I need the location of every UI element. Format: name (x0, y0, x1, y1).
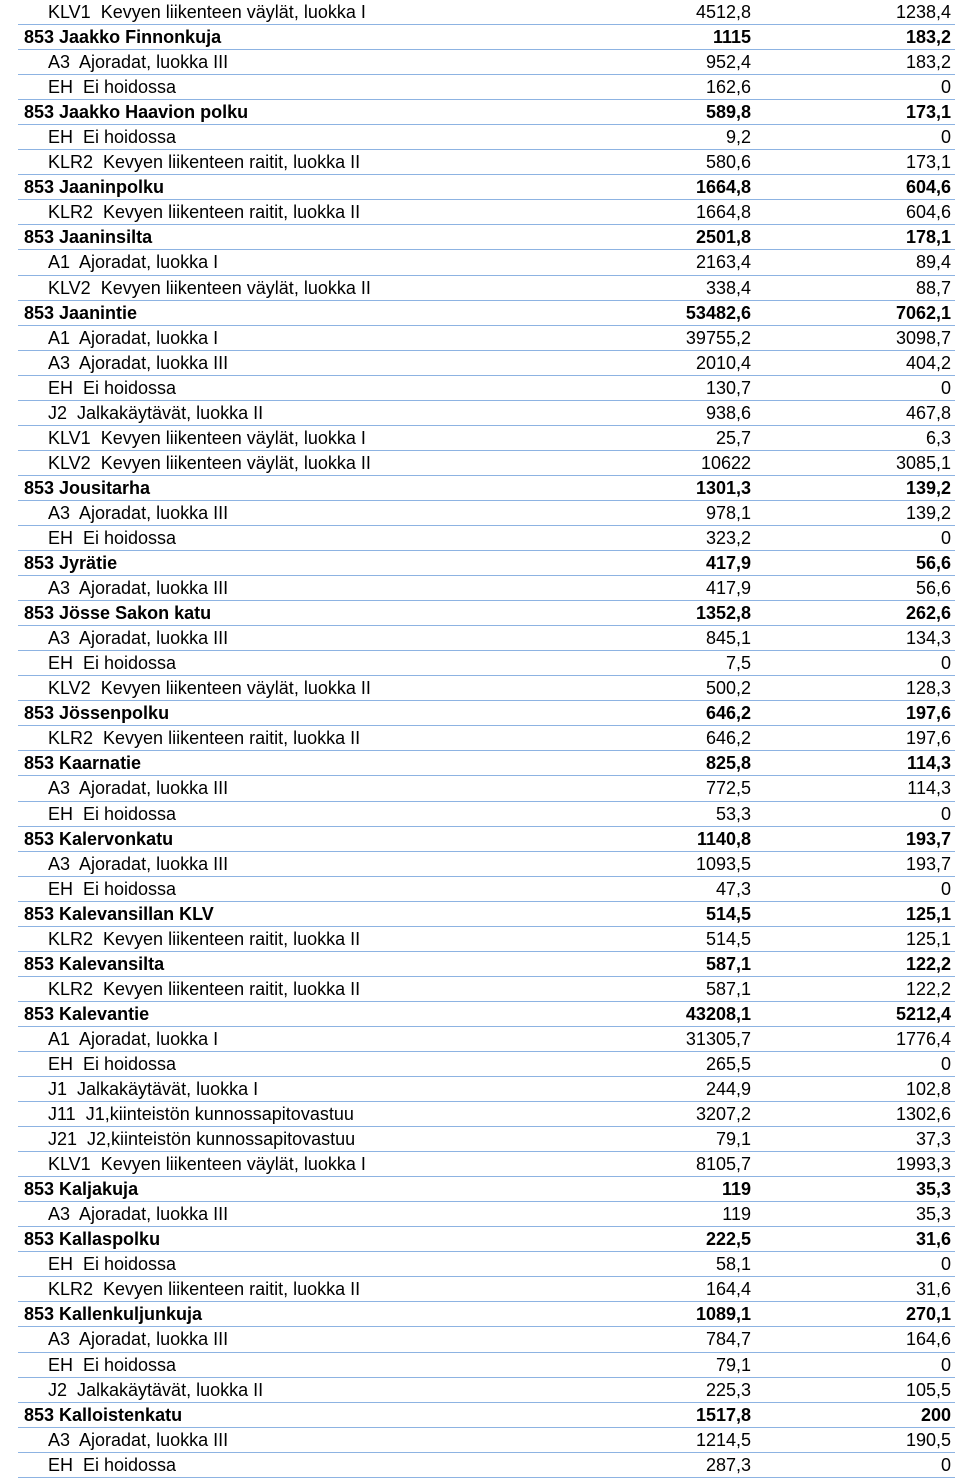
maintenance-class-row (18, 1077, 955, 1102)
secondary-value: 139,2 (905, 477, 951, 498)
area-value: 3207,2 (695, 1104, 751, 1125)
area-value: 646,2 (705, 728, 751, 749)
area-value: 1214,5 (695, 1429, 751, 1450)
secondary-value: 0 (940, 653, 951, 674)
secondary-value: 139,2 (905, 502, 951, 523)
area-value: 952,4 (705, 52, 751, 73)
maintenance-class-label: J21 J2,kiinteistön kunnossapitovastuu (48, 1129, 356, 1150)
maintenance-class-label: A3 Ajoradat, luokka III (48, 1429, 229, 1450)
area-value: 244,9 (705, 1079, 751, 1100)
maintenance-area-table (18, 0, 955, 1478)
area-value: 8105,7 (695, 1154, 751, 1175)
area-value: 417,9 (705, 578, 751, 599)
maintenance-class-row (18, 1052, 955, 1077)
secondary-value: 89,4 (915, 252, 951, 273)
secondary-value: 125,1 (905, 903, 951, 924)
area-value: 784,7 (705, 1329, 751, 1350)
maintenance-class-label: KLR2 Kevyen liikenteen raitit, luokka II (48, 728, 361, 749)
street-name: 853 Jousitarha (24, 477, 151, 498)
maintenance-class-row (18, 401, 955, 426)
secondary-value: 200 (920, 1404, 951, 1425)
area-value: 978,1 (705, 502, 751, 523)
secondary-value: 134,3 (905, 628, 951, 649)
secondary-value: 0 (940, 1053, 951, 1074)
street-group-row (18, 751, 955, 776)
area-value: 1115 (712, 27, 751, 48)
street-name: 853 Kaarnatie (24, 753, 142, 774)
secondary-value: 1238,4 (895, 2, 951, 22)
area-value: 31305,7 (685, 1028, 751, 1049)
maintenance-class-row (18, 802, 955, 827)
maintenance-class-label: KLV2 Kevyen liikenteen väylät, luokka II (48, 452, 371, 473)
maintenance-class-label: KLR2 Kevyen liikenteen raitit, luokka II (48, 1279, 361, 1300)
secondary-value: 5212,4 (895, 1003, 951, 1024)
area-value: 587,1 (705, 978, 751, 999)
area-value: 164,4 (705, 1279, 751, 1300)
maintenance-class-row (18, 927, 955, 952)
secondary-value: 197,6 (905, 728, 951, 749)
area-value: 130,7 (705, 377, 751, 398)
maintenance-class-row (18, 1152, 955, 1177)
secondary-value: 1993,3 (895, 1154, 951, 1175)
maintenance-class-label: A3 Ajoradat, luokka III (48, 52, 229, 73)
area-value: 2163,4 (695, 252, 751, 273)
maintenance-class-label: A3 Ajoradat, luokka III (48, 1204, 229, 1225)
maintenance-class-label: EH Ei hoidossa (48, 1053, 177, 1074)
area-value: 225,3 (705, 1379, 751, 1400)
maintenance-class-row (18, 576, 955, 601)
maintenance-class-row (18, 426, 955, 451)
street-group-row (18, 25, 955, 50)
street-name: 853 Jyrätie (24, 553, 118, 574)
maintenance-class-row (18, 200, 955, 225)
maintenance-class-label: KLV1 Kevyen liikenteen väylät, luokka I (48, 427, 366, 448)
street-group-row (18, 952, 955, 977)
maintenance-class-row (18, 1102, 955, 1127)
secondary-value: 37,3 (915, 1129, 951, 1150)
maintenance-class-label: A1 Ajoradat, luokka I (48, 327, 219, 348)
maintenance-class-row (18, 351, 955, 376)
secondary-value: 604,6 (905, 177, 951, 198)
area-value: 2010,4 (695, 352, 751, 373)
maintenance-class-row (18, 1277, 955, 1302)
area-value: 845,1 (705, 628, 751, 649)
maintenance-class-row (18, 676, 955, 701)
maintenance-class-row (18, 852, 955, 877)
secondary-value: 0 (940, 803, 951, 824)
maintenance-class-label: KLV2 Kevyen liikenteen väylät, luokka II (48, 678, 371, 699)
street-group-row (18, 100, 955, 125)
maintenance-class-row (18, 501, 955, 526)
maintenance-class-label: EH Ei hoidossa (48, 527, 177, 548)
maintenance-class-label: EH Ei hoidossa (48, 878, 177, 899)
street-group-row (18, 225, 955, 250)
maintenance-class-row (18, 376, 955, 401)
street-name: 853 Jössenpolku (24, 703, 170, 724)
secondary-value: 164,6 (905, 1329, 951, 1350)
maintenance-class-row (18, 1378, 955, 1403)
maintenance-class-row (18, 150, 955, 175)
area-value: 53482,6 (685, 302, 751, 323)
street-name: 853 Kallaspolku (24, 1229, 161, 1250)
area-value: 79,1 (715, 1129, 751, 1150)
street-name: 853 Jaakko Haavion polku (24, 102, 249, 123)
secondary-value: 467,8 (905, 402, 951, 423)
maintenance-class-label: KLR2 Kevyen liikenteen raitit, luokka II (48, 928, 361, 949)
area-value: 39755,2 (685, 327, 751, 348)
street-group-row (18, 551, 955, 576)
area-value: 2501,8 (695, 227, 751, 248)
area-value: 53,3 (715, 803, 751, 824)
area-value: 43208,1 (685, 1003, 751, 1024)
maintenance-class-label: KLR2 Kevyen liikenteen raitit, luokka II (48, 978, 361, 999)
secondary-value: 193,7 (905, 853, 951, 874)
street-group-row (18, 827, 955, 852)
area-value: 79,1 (715, 1354, 751, 1375)
maintenance-class-row (18, 1027, 955, 1052)
street-group-row (18, 902, 955, 927)
maintenance-class-row (18, 1353, 955, 1378)
maintenance-class-row (18, 125, 955, 150)
street-name: 853 Kallenkuljunkuja (24, 1304, 203, 1325)
secondary-value: 31,6 (915, 1229, 951, 1250)
secondary-value: 122,2 (905, 978, 951, 999)
secondary-value: 0 (940, 1354, 951, 1375)
secondary-value: 262,6 (905, 603, 951, 624)
secondary-value: 0 (940, 377, 951, 398)
secondary-value: 56,6 (915, 578, 951, 599)
street-name: 853 Kalloistenkatu (24, 1404, 183, 1425)
area-value: 417,9 (705, 553, 751, 574)
maintenance-class-label: KLV2 Kevyen liikenteen väylät, luokka II (48, 277, 371, 298)
secondary-value: 35,3 (915, 1204, 951, 1225)
maintenance-class-row (18, 1127, 955, 1152)
maintenance-class-label: J2 Jalkakäytävät, luokka II (48, 1379, 264, 1400)
maintenance-class-row (18, 726, 955, 751)
secondary-value: 7062,1 (895, 302, 951, 323)
maintenance-class-row (18, 250, 955, 275)
area-value: 1140,8 (696, 828, 751, 849)
secondary-value: 3085,1 (895, 452, 951, 473)
secondary-value: 56,6 (915, 553, 951, 574)
secondary-value: 404,2 (905, 352, 951, 373)
maintenance-class-row (18, 75, 955, 100)
maintenance-class-label: EH Ei hoidossa (48, 1454, 177, 1475)
secondary-value: 1776,4 (895, 1028, 951, 1049)
area-value: 1093,5 (695, 853, 751, 874)
maintenance-class-label: KLV1 Kevyen liikenteen väylät, luokka I (48, 2, 366, 22)
maintenance-class-label: KLV1 Kevyen liikenteen väylät, luokka I (48, 1154, 366, 1175)
maintenance-class-label: A3 Ajoradat, luokka III (48, 502, 229, 523)
area-value: 9,2 (725, 127, 751, 148)
secondary-value: 270,1 (905, 1304, 951, 1325)
street-group-row (18, 701, 955, 726)
secondary-value: 183,2 (905, 52, 951, 73)
area-value: 25,7 (715, 427, 751, 448)
maintenance-class-label: A3 Ajoradat, luokka III (48, 578, 229, 599)
maintenance-class-label: KLR2 Kevyen liikenteen raitit, luokka II (48, 152, 361, 173)
maintenance-class-label: A1 Ajoradat, luokka I (48, 1028, 219, 1049)
area-value: 500,2 (705, 678, 751, 699)
secondary-value: 0 (940, 1454, 951, 1475)
secondary-value: 1302,6 (895, 1104, 951, 1125)
street-name: 853 Kalevantie (24, 1003, 150, 1024)
maintenance-class-row (18, 1453, 955, 1478)
maintenance-class-label: EH Ei hoidossa (48, 803, 177, 824)
area-value: 265,5 (705, 1053, 751, 1074)
maintenance-class-label: J1 Jalkakäytävät, luokka I (48, 1079, 259, 1100)
secondary-value: 183,2 (905, 27, 951, 48)
street-name: 853 Kaljakuja (24, 1179, 139, 1200)
secondary-value: 114,3 (906, 753, 951, 774)
secondary-value: 125,1 (905, 928, 951, 949)
street-name: 853 Jösse Sakon katu (24, 603, 212, 624)
area-value: 580,6 (705, 152, 751, 173)
street-group-row (18, 1227, 955, 1252)
area-value: 162,6 (705, 77, 751, 98)
maintenance-class-row (18, 776, 955, 801)
street-name: 853 Jaakko Finnonkuja (24, 27, 222, 48)
area-value: 338,4 (705, 277, 751, 298)
area-value: 323,2 (705, 527, 751, 548)
area-value: 47,3 (715, 878, 751, 899)
secondary-value: 114,3 (907, 778, 951, 799)
maintenance-class-row (18, 326, 955, 351)
maintenance-class-label: EH Ei hoidossa (48, 127, 177, 148)
maintenance-class-label: EH Ei hoidossa (48, 77, 177, 98)
street-name: 853 Jaaninsilta (24, 227, 153, 248)
street-group-row (18, 1302, 955, 1327)
street-group-row (18, 1002, 955, 1027)
maintenance-class-row (18, 526, 955, 551)
street-group-row (18, 476, 955, 501)
maintenance-class-label: A3 Ajoradat, luokka III (48, 778, 229, 799)
area-value: 4512,8 (695, 2, 751, 22)
area-value: 938,6 (705, 402, 751, 423)
area-value: 1352,8 (695, 603, 751, 624)
area-value: 10622 (700, 452, 751, 473)
secondary-value: 0 (940, 77, 951, 98)
maintenance-class-label: EH Ei hoidossa (48, 653, 177, 674)
area-value: 1301,3 (695, 477, 751, 498)
maintenance-class-row (18, 1202, 955, 1227)
street-group-row (18, 1177, 955, 1202)
secondary-value: 190,5 (905, 1429, 951, 1450)
area-value: 119 (721, 1179, 751, 1200)
secondary-value: 173,1 (905, 102, 951, 123)
area-value: 587,1 (705, 953, 751, 974)
street-name: 853 Kalevansilta (24, 953, 165, 974)
area-value: 1664,8 (695, 202, 751, 223)
street-group-row (18, 601, 955, 626)
maintenance-class-row (18, 0, 955, 25)
secondary-value: 0 (940, 1254, 951, 1275)
street-name: 853 Kalevansillan KLV (24, 903, 214, 924)
secondary-value: 128,3 (905, 678, 951, 699)
maintenance-class-row (18, 1327, 955, 1352)
area-value: 1664,8 (695, 177, 751, 198)
secondary-value: 3098,7 (895, 327, 951, 348)
secondary-value: 0 (940, 878, 951, 899)
area-value: 7,5 (725, 653, 751, 674)
maintenance-class-label: J11 J1,kiinteistön kunnossapitovastuu (48, 1104, 354, 1125)
maintenance-class-label: A3 Ajoradat, luokka III (48, 1329, 229, 1350)
street-group-row (18, 301, 955, 326)
maintenance-class-label: EH Ei hoidossa (48, 1354, 177, 1375)
secondary-value: 102,8 (905, 1079, 951, 1100)
maintenance-class-label: KLR2 Kevyen liikenteen raitit, luokka II (48, 202, 361, 223)
secondary-value: 35,3 (915, 1179, 951, 1200)
secondary-value: 0 (940, 527, 951, 548)
maintenance-class-label: A3 Ajoradat, luokka III (48, 853, 229, 874)
maintenance-class-row (18, 1428, 955, 1453)
street-name: 853 Kalervonkatu (24, 828, 174, 849)
maintenance-class-row (18, 626, 955, 651)
secondary-value: 178,1 (905, 227, 951, 248)
maintenance-class-row (18, 451, 955, 476)
maintenance-class-label: J2 Jalkakäytävät, luokka II (48, 402, 264, 423)
area-value: 1089,1 (695, 1304, 751, 1325)
secondary-value: 173,1 (905, 152, 951, 173)
secondary-value: 6,3 (925, 427, 951, 448)
secondary-value: 197,6 (905, 703, 951, 724)
area-value: 514,5 (705, 903, 751, 924)
area-value: 1517,8 (695, 1404, 751, 1425)
area-value: 589,8 (705, 102, 751, 123)
maintenance-class-row (18, 651, 955, 676)
area-value: 646,2 (705, 703, 751, 724)
area-value: 825,8 (705, 753, 751, 774)
secondary-value: 604,6 (905, 202, 951, 223)
maintenance-class-row (18, 877, 955, 902)
area-value: 119 (722, 1204, 751, 1225)
maintenance-class-row (18, 50, 955, 75)
maintenance-class-label: A1 Ajoradat, luokka I (48, 252, 219, 273)
secondary-value: 88,7 (915, 277, 951, 298)
maintenance-class-row (18, 276, 955, 301)
area-value: 514,5 (705, 928, 751, 949)
area-value: 287,3 (705, 1454, 751, 1475)
maintenance-class-label: A3 Ajoradat, luokka III (48, 352, 229, 373)
secondary-value: 122,2 (905, 953, 951, 974)
area-value: 222,5 (705, 1229, 751, 1250)
secondary-value: 0 (940, 127, 951, 148)
maintenance-class-label: EH Ei hoidossa (48, 377, 177, 398)
area-value: 58,1 (715, 1254, 751, 1275)
maintenance-class-row (18, 1252, 955, 1277)
maintenance-class-row (18, 977, 955, 1002)
street-name: 853 Jaaninpolku (24, 177, 165, 198)
street-group-row (18, 175, 955, 200)
area-value: 772,5 (705, 778, 751, 799)
maintenance-class-label: EH Ei hoidossa (48, 1254, 177, 1275)
street-group-row (18, 1403, 955, 1428)
street-name: 853 Jaanintie (24, 302, 138, 323)
secondary-value: 105,5 (905, 1379, 951, 1400)
maintenance-class-label: A3 Ajoradat, luokka III (48, 628, 229, 649)
secondary-value: 193,7 (905, 828, 951, 849)
secondary-value: 31,6 (915, 1279, 951, 1300)
